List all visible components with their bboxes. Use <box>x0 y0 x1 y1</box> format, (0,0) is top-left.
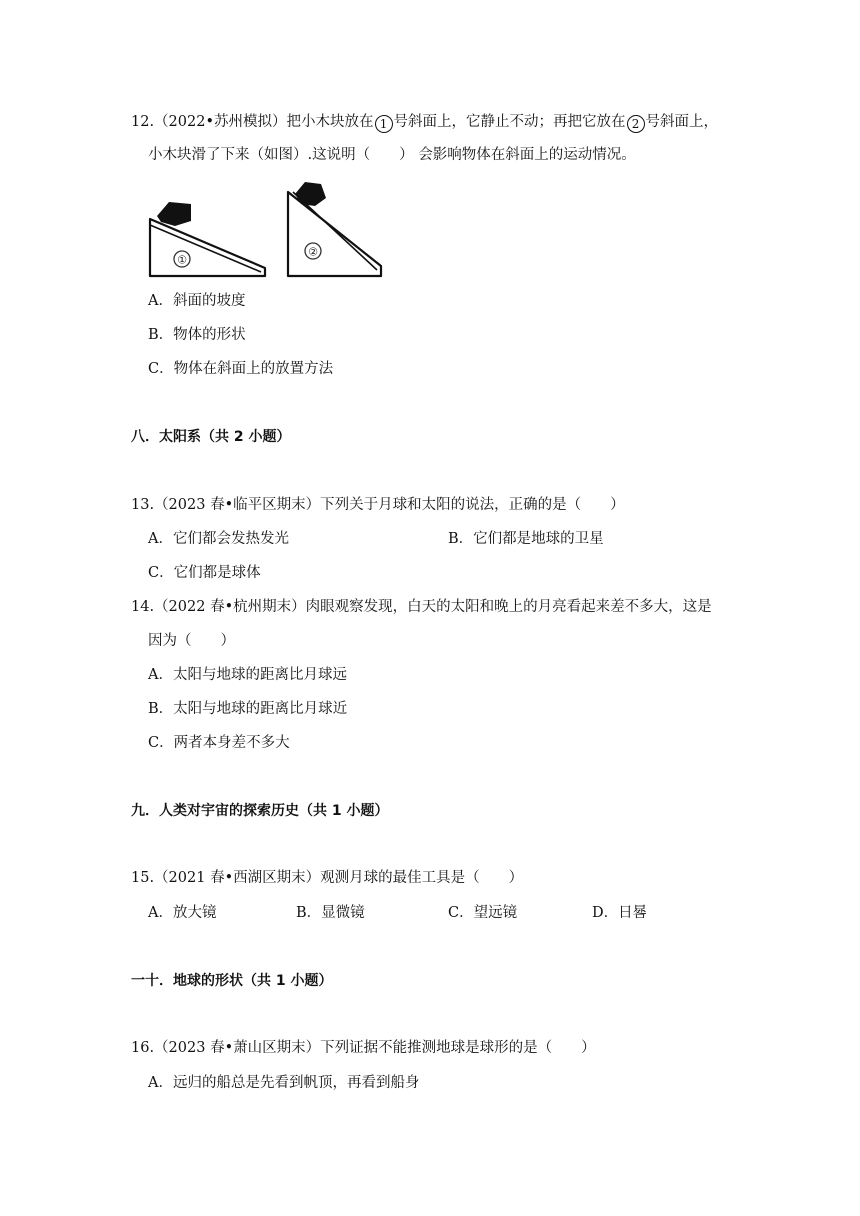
section-heading-10: 一十．地球的形状（共 1 小题） <box>131 973 333 989</box>
inclined-planes-figure <box>145 176 390 280</box>
q12-stem-part3: 号斜面上， <box>645 114 719 130</box>
q14-option-b: B．太阳与地球的距离比月球近 <box>148 701 348 717</box>
ramp-1 <box>150 202 265 276</box>
q13-option-a: A．它们都会发热发光 <box>148 531 289 547</box>
q15-option-d: D．日晷 <box>592 905 648 921</box>
q14-option-c: C．两者本身差不多大 <box>148 735 290 751</box>
section-heading-8: 八．太阳系（共 2 小题） <box>131 429 291 445</box>
q15-option-b: B．显微镜 <box>296 905 365 921</box>
wooden-block-1 <box>157 202 191 226</box>
q12-stem-part1: 12.（2022•苏州模拟）把小木块放在 <box>131 114 374 130</box>
q13-option-b: B．它们都是地球的卫星 <box>448 531 604 547</box>
q13-stem: 13.（2023 春•临平区期末）下列关于月球和太阳的说法，正确的是（ ） <box>131 497 625 513</box>
q16-stem: 16.（2023 春•萧山区期末）下列证据不能推测地球是球形的是（ ） <box>131 1040 596 1056</box>
ramp-2-label: ② <box>308 245 318 259</box>
section-heading-9: 九．人类对宇宙的探索历史（共 1 小题） <box>131 803 389 819</box>
circle-number-1: 1 <box>375 115 393 133</box>
q15-option-c: C．望远镜 <box>448 905 518 921</box>
q13-option-c: C．它们都是球体 <box>148 565 261 581</box>
q14-stem-line1: 14.（2022 春•杭州期末）肉眼观察发现，白天的太阳和晚上的月亮看起来差不多大，这是 <box>131 599 712 615</box>
q12-option-a: A．斜面的坡度 <box>148 293 246 309</box>
ramp-1-label: ① <box>177 253 187 267</box>
q14-option-a: A．太阳与地球的距离比月球远 <box>148 667 347 683</box>
q12-stem-line1 <box>131 112 718 133</box>
q12-option-c: C．物体在斜面上的放置方法 <box>148 361 334 377</box>
q15-stem: 15.（2021 春•西湖区期末）观测月球的最佳工具是（ ） <box>131 870 524 886</box>
circle-number-2: 2 <box>627 115 645 133</box>
q12-option-b: B．物体的形状 <box>148 327 246 343</box>
q15-option-a: A．放大镜 <box>148 905 217 921</box>
q14-stem-line2: 因为（ ） <box>148 633 235 649</box>
q12-stem-line2: 小木块滑了下来（如图）.这说明（ ） 会影响物体在斜面上的运动情况。 <box>148 147 636 163</box>
ramp-2 <box>288 182 381 276</box>
q12-stem-part2: 号斜面上，它静止不动；再把它放在 <box>393 114 626 130</box>
q16-option-a: A．远归的船总是先看到帆顶，再看到船身 <box>148 1075 420 1091</box>
